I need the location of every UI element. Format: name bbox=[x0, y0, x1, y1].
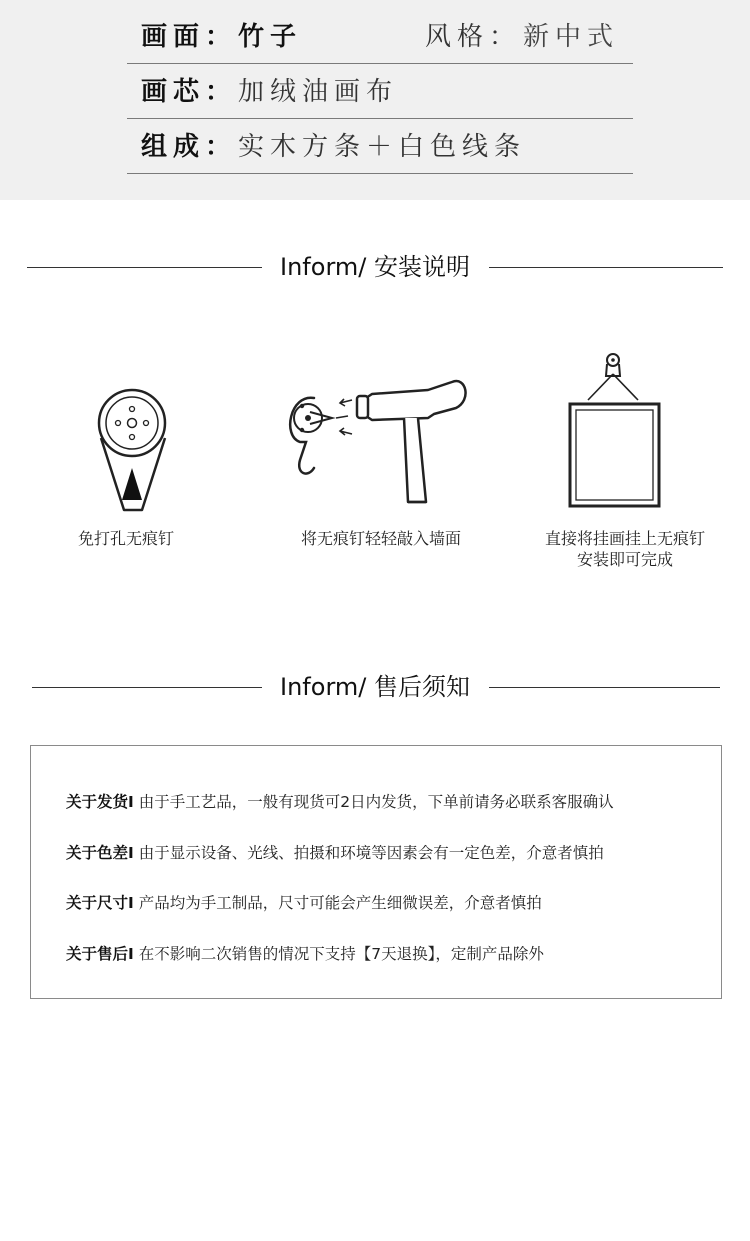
notice-label: 关于色差I bbox=[66, 844, 134, 862]
step-1-caption: 免打孔无痕钉 bbox=[77, 529, 174, 548]
install-step-1 bbox=[1, 350, 251, 580]
notice-text: 产品均为手工制品，尺寸可能会产生细微误差，介意者慎拍 bbox=[133, 894, 542, 912]
header-divider-right bbox=[489, 267, 723, 268]
notice-item-after-sale bbox=[66, 943, 716, 965]
notice-item-size bbox=[66, 892, 716, 914]
nail-free-hook-icon bbox=[1, 350, 251, 520]
step-3-caption-line2: 安装即可完成 bbox=[576, 550, 673, 569]
hammer-icon bbox=[256, 350, 506, 520]
spec-value-painting: 竹子 bbox=[238, 22, 303, 52]
spec-value-composition: 实木方条＋白色线条 bbox=[238, 132, 527, 162]
spec-row-composition bbox=[127, 119, 633, 174]
step-3-caption-line1: 直接将挂画挂上无痕钉 bbox=[544, 529, 705, 548]
install-step-2 bbox=[256, 350, 506, 580]
spec-row-canvas bbox=[127, 64, 633, 119]
spec-value-style: 新中式 bbox=[523, 22, 620, 52]
notice-text: 由于显示设备、光线、拍摄和环境等因素会有一定色差，介意者慎拍 bbox=[133, 844, 604, 862]
install-step-3 bbox=[500, 350, 750, 580]
notice-item-shipping bbox=[66, 791, 716, 813]
spec-label-composition: 组成： bbox=[141, 132, 238, 162]
notice-box bbox=[30, 745, 722, 999]
header-divider-right bbox=[489, 687, 720, 688]
notice-section-header bbox=[0, 670, 750, 704]
spec-label-painting: 画面： bbox=[141, 22, 238, 52]
notice-item-color bbox=[66, 842, 716, 864]
spec-row-painting bbox=[127, 9, 633, 64]
hanging-frame-icon bbox=[500, 350, 750, 520]
step-2-caption: 将无痕钉轻轻敲入墙面 bbox=[300, 529, 461, 548]
notice-text: 由于手工艺品，一般有现货可2日内发货，下单前请务必联系客服确认 bbox=[133, 793, 614, 811]
spec-value-canvas: 加绒油画布 bbox=[238, 77, 399, 107]
notice-text: 在不影响二次销售的情况下支持【7天退换】，定制产品除外 bbox=[133, 945, 544, 963]
spec-panel bbox=[0, 0, 750, 200]
spec-label-style: 风格： bbox=[425, 22, 522, 52]
notice-label: 关于发货I bbox=[66, 793, 134, 811]
step-3-caption bbox=[500, 528, 750, 570]
install-section-header bbox=[0, 250, 750, 284]
notice-label: 关于尺寸I bbox=[66, 894, 134, 912]
notice-title: Inform/ 售后须知 bbox=[280, 673, 470, 701]
install-title: Inform/ 安装说明 bbox=[280, 253, 470, 281]
notice-label: 关于售后I bbox=[66, 945, 134, 963]
spec-label-canvas: 画芯： bbox=[141, 77, 238, 107]
